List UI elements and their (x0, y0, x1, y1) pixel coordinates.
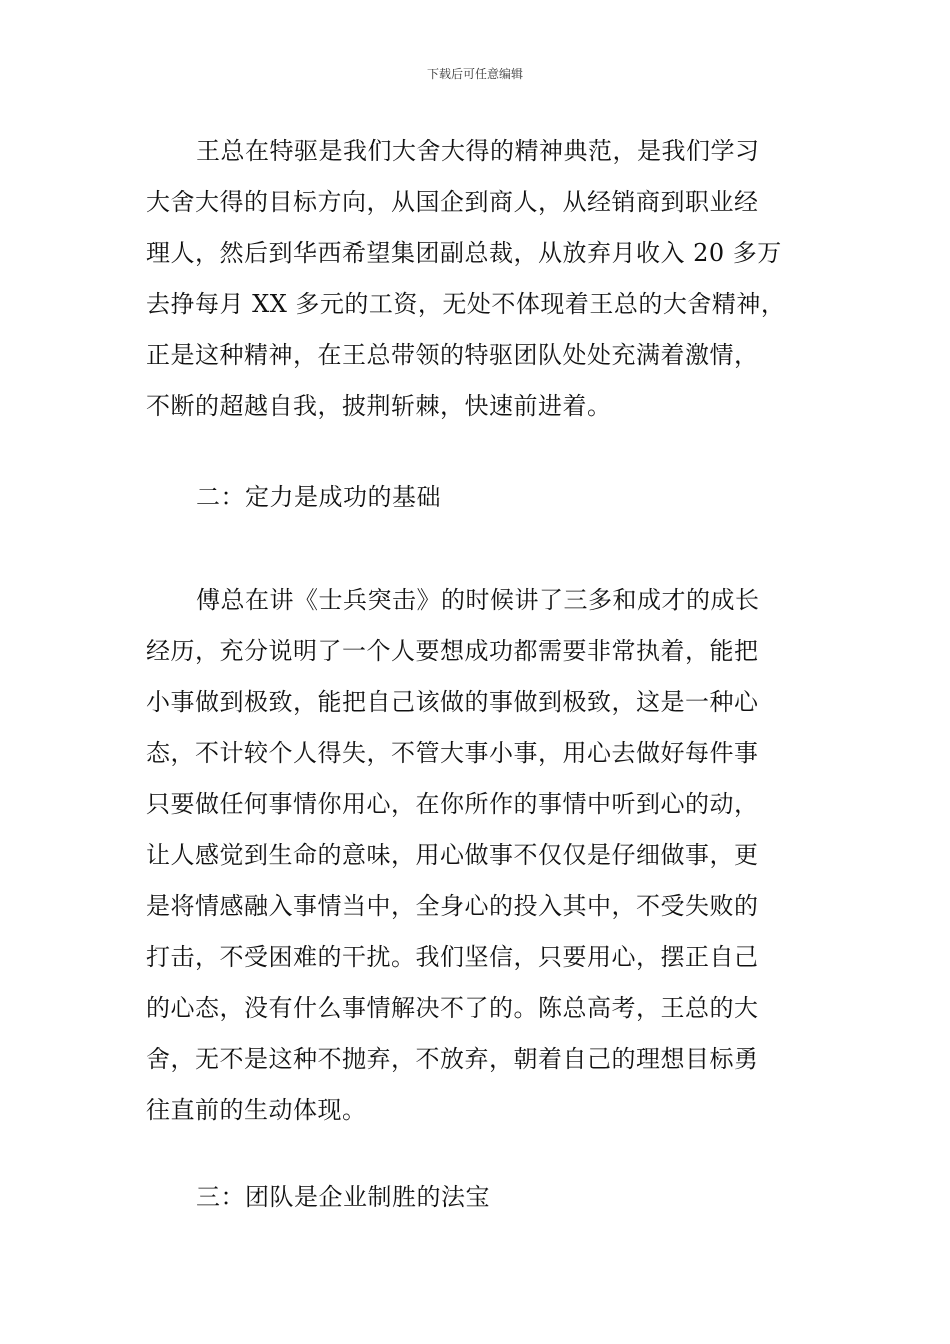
text-line: 正是这种精神，在王总带领的特驱团队处处充满着激情， (146, 341, 759, 369)
text-line: 理人，然后到华西希望集团副总裁，从放弃月收入 20 多万 (146, 239, 782, 267)
text-line: 态，不计较个人得失，不管大事小事，用心去做好每件事 (146, 739, 759, 767)
header-note: 下载后可任意编辑 (426, 67, 523, 81)
text-line: 只要做任何事情你用心，在你所作的事情中听到心的动， (146, 790, 759, 818)
text-line: 王总在特驱是我们大舍大得的精神典范，是我们学习 (196, 137, 760, 165)
text-line: 打击，不受困难的干扰。我们坚信，只要用心，摆正自己 (146, 943, 759, 971)
text-line: 去挣每月 XX 多元的工资，无处不体现着王总的大舍精神， (146, 290, 786, 318)
text-line: 的心态，没有什么事情解决不了的。陈总高考，王总的大 (146, 994, 759, 1022)
paragraph-focus (146, 575, 806, 1136)
text-line: 舍，无不是这种不抛弃，不放弃，朝着自己的理想目标勇 (146, 1045, 759, 1073)
text-line: 小事做到极致，能把自己该做的事做到极致，这是一种心 (146, 688, 759, 716)
section-heading-3: 三：团队是企业制胜的法宝 (196, 1183, 490, 1211)
section-heading-2: 二：定力是成功的基础 (196, 483, 441, 511)
text-line: 往直前的生动体现。 (146, 1096, 367, 1124)
text-line: 是将情感融入事情当中，全身心的投入其中，不受失败的 (146, 892, 759, 920)
text-line: 不断的超越自我，披荆斩棘，快速前进着。 (146, 392, 612, 420)
paragraph-wang-spirit (146, 126, 806, 432)
text-line: 大舍大得的目标方向，从国企到商人，从经销商到职业经 (146, 188, 759, 216)
text-line: 傅总在讲《士兵突击》的时候讲了三多和成才的成长 (196, 586, 760, 614)
text-line: 让人感觉到生命的意味，用心做事不仅仅是仔细做事，更 (146, 841, 759, 869)
text-line: 经历，充分说明了一个人要想成功都需要非常执着，能把 (146, 637, 759, 665)
